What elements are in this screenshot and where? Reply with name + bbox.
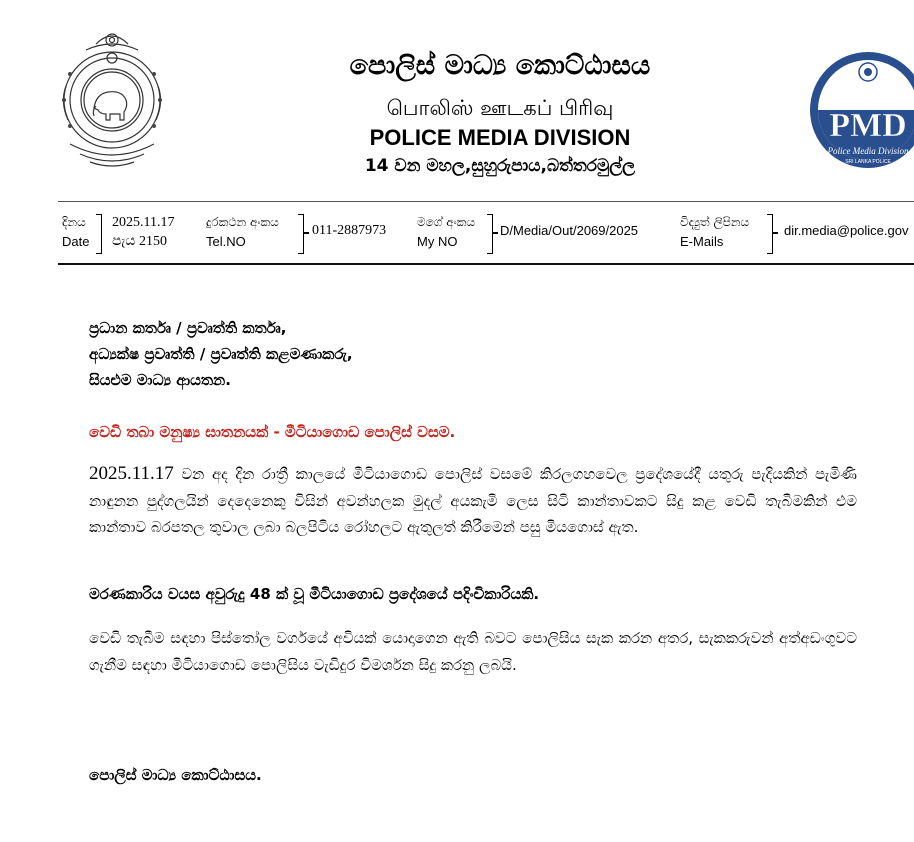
- tel-value: 011-2887973: [312, 223, 387, 238]
- tel-bracket: [298, 214, 304, 254]
- division-title-sinhala: පොලිස් මාධ්‍ය කොට්ඨාසය: [349, 50, 651, 81]
- date-label-english: Date: [62, 234, 90, 249]
- tel-label-sinhala: දුරකථන අංකය: [206, 215, 279, 229]
- division-title-tamil: பொலிஸ் ஊடகப் பிரிவு: [386, 96, 614, 120]
- my-no-label-sinhala: මගේ අංකය: [417, 215, 476, 229]
- date-value: 2025.11.17: [112, 215, 175, 230]
- body-paragraph-1-text: වන අද දින රාත්‍රී කාලයේ මීටියාගොඩ පොලිස් වසමේ කිරලගහවෙල ප්‍රදේශයේදී යතුරු පැදියකින් පැමිණි නාඳුනන පුද්ගලයින් දෙදෙනෙකු විසින් අවන්හලක මුදල් අයකැමි ලෙස සිටි කාන්තාවකට සිදු කළ වෙඩි තැබීමකින් එම කාන්තාව බරපතල තුවාල ලබා බලපිටිය රෝහලට ඇතුලත් කිරීමෙන් පසු මියගොස් ඇත.: [89, 465, 857, 536]
- email-bracket: [767, 214, 773, 254]
- my-no-label-english: My NO: [417, 234, 458, 249]
- pmd-logo: [808, 44, 914, 180]
- body-paragraph-2: මරණකාරිය වයස අවුරුදු 48 ක් වූ මීටියාගොඩ ප්‍රදේශයේ පදිංචිකාරියකි.: [89, 585, 540, 603]
- tel-bracket-tick: [303, 232, 309, 234]
- reference-number: D/Media/Out/2069/2025: [500, 223, 639, 238]
- division-address: 14 වන මහල,සුහුරුපාය,බත්තරමුල්ල: [364, 156, 636, 176]
- addressee-line: සියළුම මාධ්‍ය ආයතන.: [89, 371, 231, 389]
- time-value: පැය 2150: [112, 234, 167, 249]
- date-bracket: [96, 214, 102, 254]
- body-paragraph-1: [89, 461, 857, 541]
- email-value: dir.media@police.gov: [784, 223, 909, 238]
- header-rule-bottom: [58, 263, 914, 265]
- addressee-line: අධ්‍යක්ෂ ප්‍රවෘත්ති / ප්‍රවෘත්ති කළමණාකරු,: [89, 345, 353, 363]
- pmd-logo-text: PMD: [829, 107, 907, 144]
- addressee-line: ප්‍රධාන කර්තෘ / ප්‍රවෘත්ති කර්තෘ,: [89, 319, 287, 337]
- my-no-bracket-tick: [492, 232, 498, 234]
- pmd-logo-ring-text: Police Media Division: [827, 146, 909, 156]
- header-rule-top: [58, 201, 914, 202]
- pmd-logo-sub-text: SRI LANKA POLICE: [845, 159, 891, 165]
- email-bracket-tick: [772, 232, 778, 234]
- my-no-bracket: [487, 214, 493, 254]
- division-title-english: POLICE MEDIA DIVISION: [369, 125, 631, 150]
- incident-date: 2025.11.17: [89, 463, 174, 484]
- body-paragraph-3: වෙඩි තැබීම සඳහා පිස්තෝල වර්ගයේ අවියක් යොදාගෙන ඇති බවට පොලිසිය සැක කරන අතර, සැකකරුවන් අත්අඩංගුවට ගැනීම සඳහා මීටියාගොඩ පොලිසිය වැඩිදුර විමර්ශන සිදු කරනු ලබයි.: [89, 629, 857, 674]
- date-label-sinhala: දිනය: [62, 215, 86, 229]
- signature-line: පොලිස් මාධ්‍ය කොට්ඨාසය.: [89, 766, 262, 784]
- press-release-subject: වෙඩි තබා මනුෂ්‍ය ඝාතනයක් - මීටියාගොඩ පොලිස් වසම.: [89, 423, 456, 441]
- tel-label-english: Tel.NO: [206, 234, 246, 249]
- email-label-english: E-Mails: [680, 234, 724, 249]
- email-label-sinhala: විද්‍යුත් ලිපිනය: [680, 215, 750, 229]
- sri-lanka-police-emblem: [56, 26, 168, 176]
